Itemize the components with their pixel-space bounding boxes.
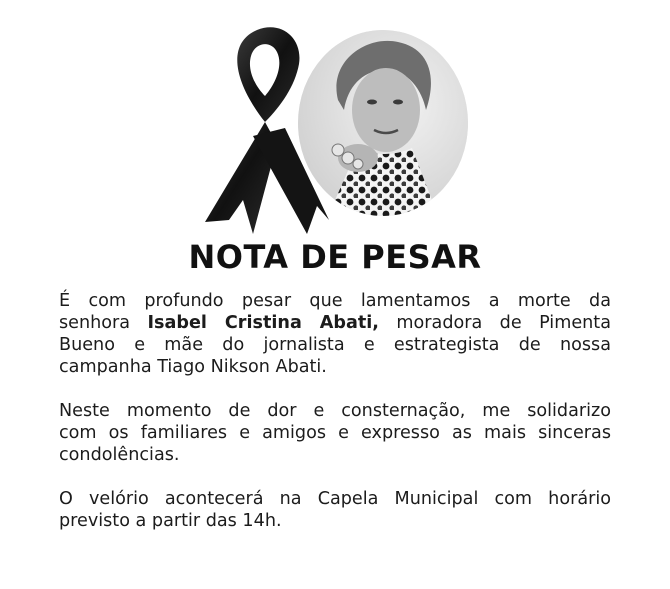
mourning-ribbon-icon bbox=[195, 24, 335, 248]
text-line: condolências. bbox=[59, 445, 180, 465]
deceased-name: Isabel Cristina Abati, bbox=[147, 313, 379, 333]
paragraph-condolences bbox=[59, 400, 611, 466]
notice-body bbox=[59, 290, 611, 554]
text-fragment: senhora bbox=[59, 313, 148, 333]
text-line: O velório acontecerá na Capela Municipal com horário bbox=[59, 489, 611, 509]
text-line: com os familiares e amigos e expresso as mais sinceras bbox=[59, 423, 611, 443]
paragraph-wake-info bbox=[59, 488, 611, 532]
text-line: previsto a partir das 14h. bbox=[59, 511, 282, 531]
text-line: É com profundo pesar que lamentamos a morte da bbox=[59, 291, 611, 311]
text-fragment: moradora de Pimenta bbox=[378, 313, 611, 333]
text-line: campanha Tiago Nikson Abati. bbox=[59, 357, 327, 377]
text-line: Bueno e mãe do jornalista e estrategista de nossa bbox=[59, 335, 611, 355]
paragraph-announcement bbox=[59, 290, 611, 378]
text-line: Neste momento de dor e consternação, me solidarizo bbox=[59, 401, 611, 421]
text-line bbox=[59, 312, 611, 334]
page-title: NOTA DE PESAR bbox=[188, 238, 482, 276]
